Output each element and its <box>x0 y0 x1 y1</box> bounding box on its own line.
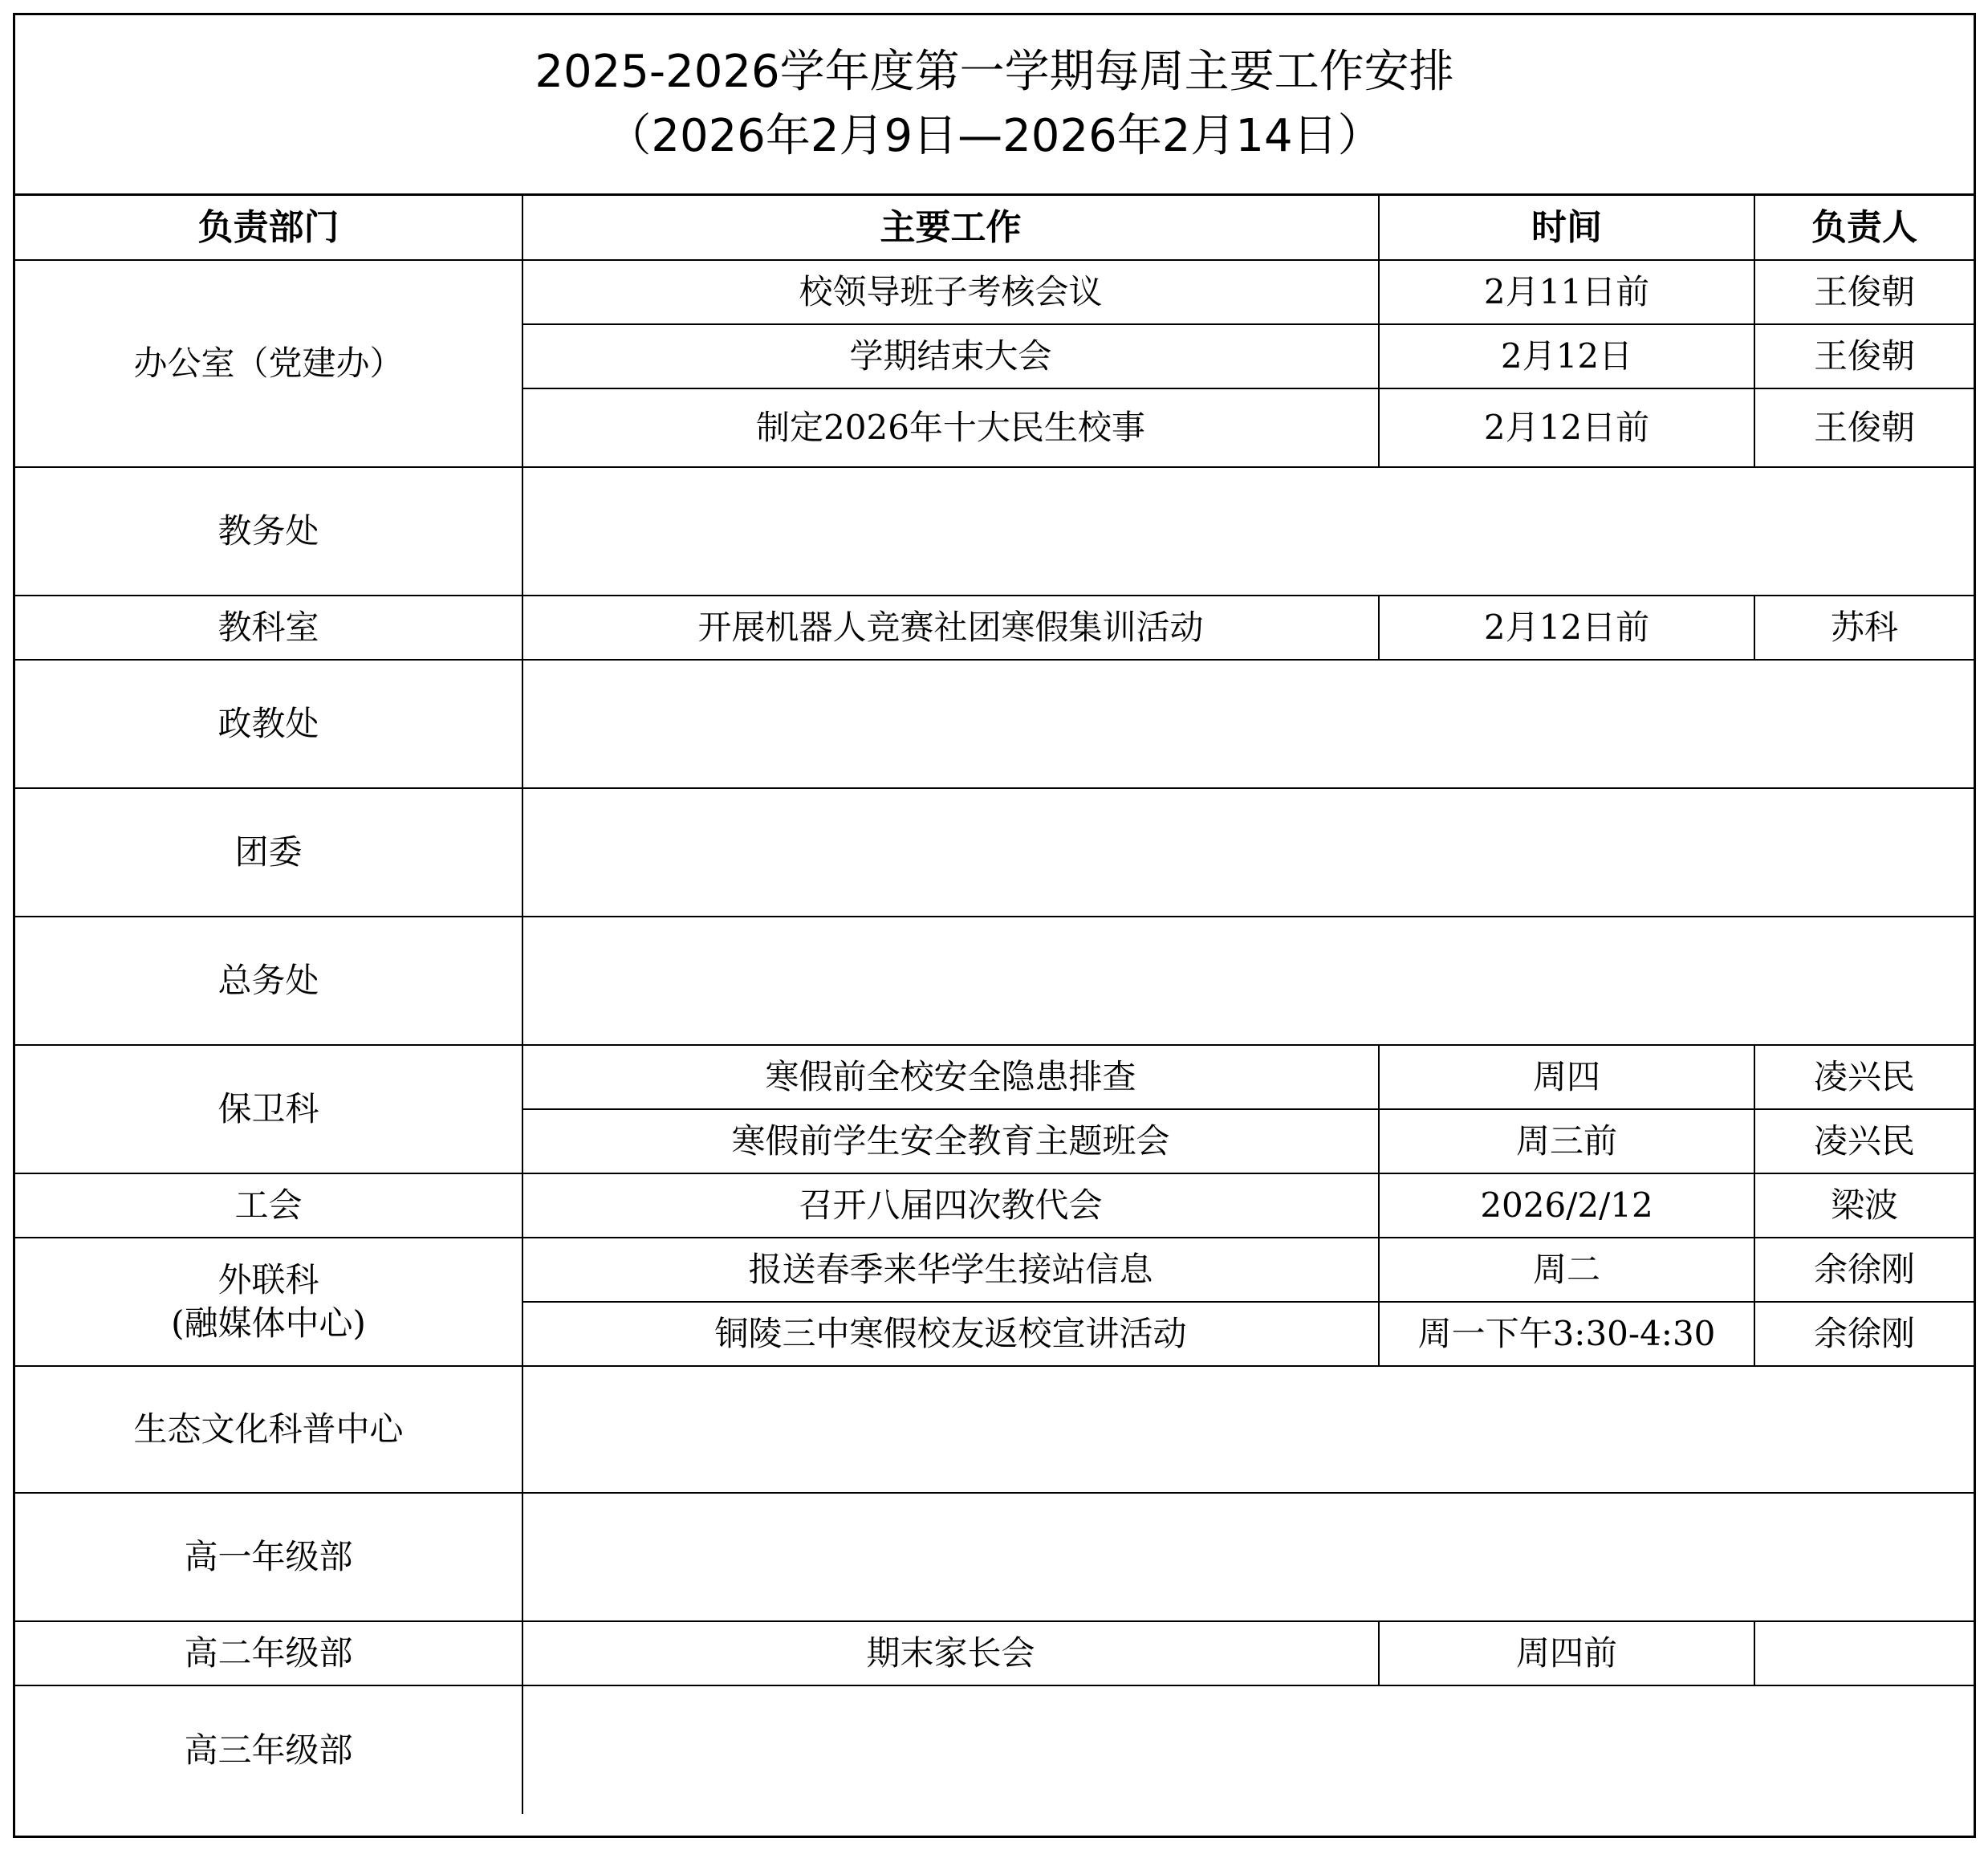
dept-office: 办公室（党建办） <box>15 260 522 467</box>
time-cell: 周四前 <box>1379 1621 1754 1685</box>
table-row <box>15 260 1974 324</box>
header-time: 时间 <box>1379 196 1754 260</box>
owner-cell: 王俊朝 <box>1754 260 1974 324</box>
dept-grade1: 高一年级部 <box>15 1493 522 1621</box>
dept-academic: 教务处 <box>15 467 522 596</box>
work-cell: 召开八届四次教代会 <box>522 1173 1379 1238</box>
owner-cell: 余徐刚 <box>1754 1238 1974 1302</box>
empty-work-cell <box>522 1685 1974 1814</box>
work-cell: 校领导班子考核会议 <box>522 260 1379 324</box>
owner-cell: 王俊朝 <box>1754 324 1974 388</box>
table-row <box>15 1173 1974 1238</box>
empty-work-cell <box>522 1493 1974 1621</box>
dept-grade3: 高三年级部 <box>15 1685 522 1814</box>
header-department: 负责部门 <box>15 196 522 260</box>
table-row <box>15 788 1974 917</box>
work-cell: 寒假前学生安全教育主题班会 <box>522 1109 1379 1173</box>
header-row <box>15 196 1974 260</box>
dept-grade2: 高二年级部 <box>15 1621 522 1685</box>
table-row <box>15 660 1974 788</box>
header-work: 主要工作 <box>522 196 1379 260</box>
owner-cell: 余徐刚 <box>1754 1302 1974 1366</box>
owner-cell <box>1754 1621 1974 1685</box>
dept-security: 保卫科 <box>15 1045 522 1173</box>
table-row <box>15 1045 1974 1109</box>
title-line-1: 2025-2026学年度第一学期每周主要工作安排 <box>535 46 1454 98</box>
dept-youth: 团委 <box>15 788 522 917</box>
title-line-2: （2026年2月9日—2026年2月14日） <box>606 110 1383 162</box>
table-row <box>15 1366 1974 1493</box>
time-cell: 2月12日前 <box>1379 596 1754 660</box>
time-cell: 周一下午3:30-4:30 <box>1379 1302 1754 1366</box>
table-row <box>15 917 1974 1045</box>
schedule-sheet <box>13 13 1976 1838</box>
work-cell: 制定2026年十大民生校事 <box>522 388 1379 467</box>
time-cell: 周四 <box>1379 1045 1754 1109</box>
empty-work-cell <box>522 467 1974 596</box>
table-row <box>15 1238 1974 1302</box>
dept-external <box>15 1238 522 1366</box>
time-cell: 2月12日 <box>1379 324 1754 388</box>
time-cell: 2月12日前 <box>1379 388 1754 467</box>
table-row <box>15 467 1974 596</box>
owner-cell: 王俊朝 <box>1754 388 1974 467</box>
time-cell: 周二 <box>1379 1238 1754 1302</box>
empty-work-cell <box>522 917 1974 1045</box>
work-cell: 期末家长会 <box>522 1621 1379 1685</box>
schedule-table <box>15 196 1974 1814</box>
dept-external-line-1: 外联科 <box>218 1260 319 1299</box>
dept-external-line-2: (融媒体中心) <box>171 1303 366 1343</box>
dept-union: 工会 <box>15 1173 522 1238</box>
table-row <box>15 1621 1974 1685</box>
work-cell: 学期结束大会 <box>522 324 1379 388</box>
dept-research: 教科室 <box>15 596 522 660</box>
work-cell: 寒假前全校安全隐患排查 <box>522 1045 1379 1109</box>
empty-work-cell <box>522 788 1974 917</box>
work-cell: 开展机器人竞赛社团寒假集训活动 <box>522 596 1379 660</box>
time-cell: 周三前 <box>1379 1109 1754 1173</box>
header-owner: 负责人 <box>1754 196 1974 260</box>
owner-cell: 梁波 <box>1754 1173 1974 1238</box>
owner-cell: 凌兴民 <box>1754 1109 1974 1173</box>
owner-cell: 苏科 <box>1754 596 1974 660</box>
title-block <box>15 15 1974 196</box>
work-cell: 报送春季来华学生接站信息 <box>522 1238 1379 1302</box>
table-row <box>15 1685 1974 1814</box>
dept-general: 总务处 <box>15 917 522 1045</box>
table-row <box>15 1493 1974 1621</box>
time-cell: 2026/2/12 <box>1379 1173 1754 1238</box>
empty-work-cell <box>522 1366 1974 1493</box>
work-cell: 铜陵三中寒假校友返校宣讲活动 <box>522 1302 1379 1366</box>
time-cell: 2月11日前 <box>1379 260 1754 324</box>
owner-cell: 凌兴民 <box>1754 1045 1974 1109</box>
dept-ecology: 生态文化科普中心 <box>15 1366 522 1493</box>
empty-work-cell <box>522 660 1974 788</box>
dept-political: 政教处 <box>15 660 522 788</box>
table-row <box>15 596 1974 660</box>
